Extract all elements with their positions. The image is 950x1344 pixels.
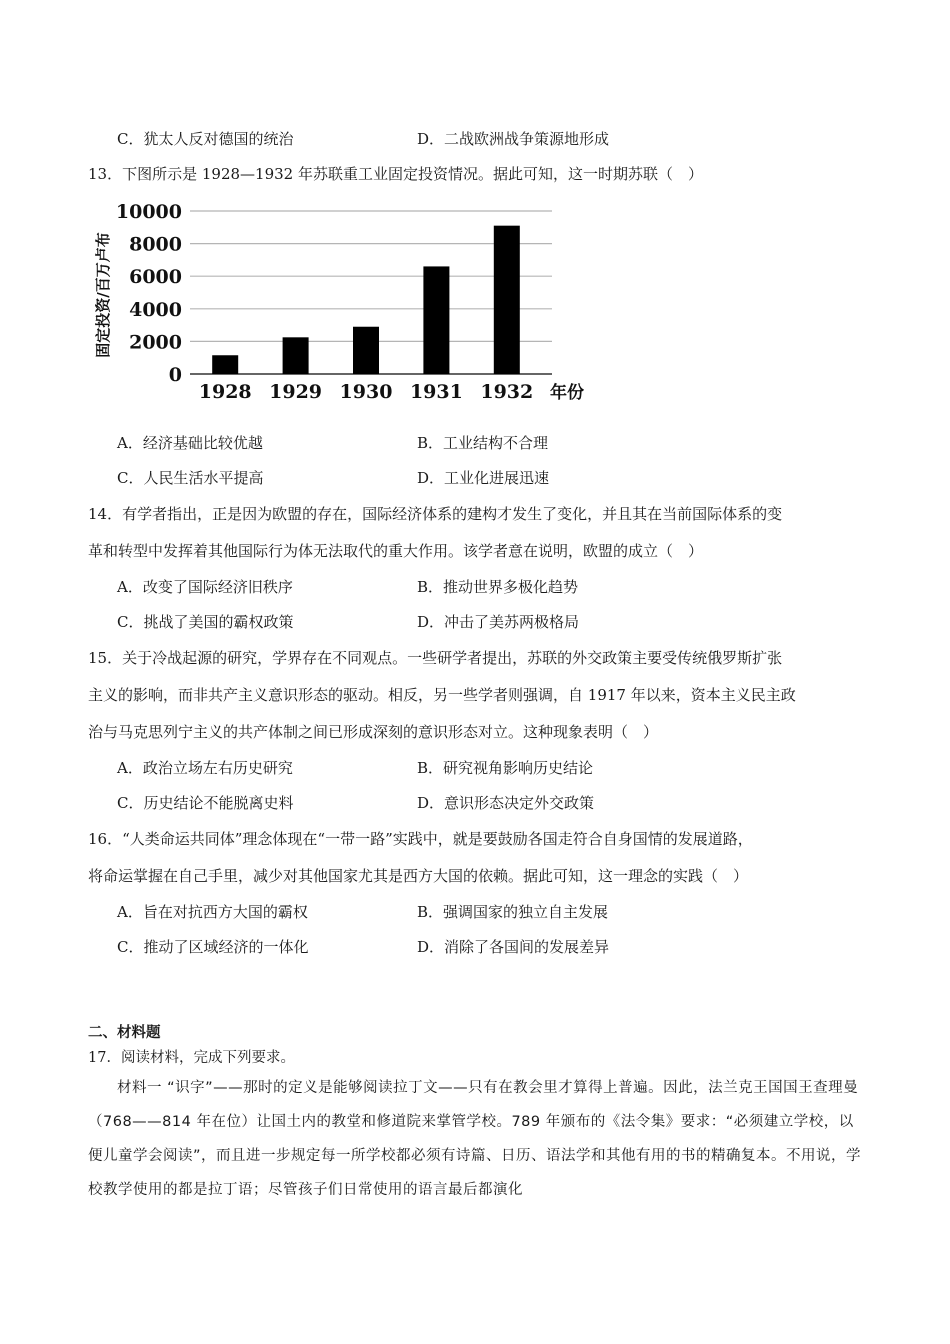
y-tick-label: 2000 — [129, 331, 182, 354]
bar-1931 — [423, 266, 449, 374]
q13-bar-chart — [90, 195, 610, 410]
q15-option-a[interactable]: A．政治立场左右历史研究 — [117, 759, 293, 777]
q16-stem-line1: 16．“人类命运共同体”理念体现在“一带一路”实践中，就是要鼓励各国走符合自身国情的发展道路， — [88, 830, 753, 848]
q12-option-d[interactable]: D．二战欧洲战争策源地形成 — [417, 130, 610, 148]
q16-stem-line2: 将命运掌握在自己手里，减少对其他国家尤其是西方大国的依赖。据此可知，这一理念的实践（ ） — [88, 867, 749, 885]
chart-y-ticks — [116, 201, 182, 386]
x-tick-label: 1930 — [339, 381, 393, 403]
q13-option-a[interactable]: A．经济基础比较优越 — [117, 434, 263, 452]
bar-1928 — [212, 355, 238, 374]
y-tick-label: 10000 — [115, 201, 182, 223]
q14-stem-line1: 14．有学者指出，正是因为欧盟的存在，国际经济体系的建构才发生了变化，并且其在当前国际体系的变 — [88, 505, 783, 523]
section-title: 二、材料题 — [88, 1024, 161, 1041]
q12-option-c[interactable]: C．犹太人反对德国的统治 — [117, 130, 294, 148]
y-tick-label: 6000 — [129, 266, 182, 289]
q15-option-b[interactable]: B．研究视角影响历史结论 — [417, 759, 594, 777]
q16-option-c[interactable]: C．推动了区域经济的一体化 — [117, 938, 309, 956]
chart-y-axis-label: 固定投资/百万卢布 — [94, 232, 112, 358]
q14-stem-line2: 革和转型中发挥着其他国际行为体无法取代的重大作用。该学者意在说明，欧盟的成立（ ） — [88, 542, 704, 560]
q14-option-a[interactable]: A．改变了国际经济旧秩序 — [117, 578, 293, 596]
chart-bars — [212, 226, 520, 374]
q14-option-c[interactable]: C．挑战了美国的霸权政策 — [117, 613, 294, 631]
q13-option-b[interactable]: B．工业结构不合理 — [417, 434, 549, 452]
q16-option-d[interactable]: D．消除了各国间的发展差异 — [417, 938, 610, 956]
y-tick-label: 8000 — [129, 233, 182, 256]
x-tick-label: 1932 — [480, 381, 534, 403]
x-tick-label: 1928 — [198, 381, 252, 403]
q16-option-b[interactable]: B．强调国家的独立自主发展 — [417, 903, 609, 921]
y-tick-label: 4000 — [129, 298, 182, 321]
q15-stem-line3: 治与马克思列宁主义的共产体制之间已形成深刻的意识形态对立。这种现象表明（ ） — [88, 723, 659, 741]
chart-x-ticks — [199, 381, 533, 403]
q15-stem-line1: 15．关于冷战起源的研究，学界存在不同观点。一些研学者提出，苏联的外交政策主要受传统俄罗斯扩张 — [88, 649, 783, 667]
q15-option-d[interactable]: D．意识形态决定外交政策 — [417, 794, 595, 812]
y-tick-label: 0 — [168, 364, 182, 386]
x-tick-label: 1929 — [269, 381, 323, 403]
material-one-paragraph: 材料一 “识字”——那时的定义是能够阅读拉丁文——只有在教会里才算得上普遍。因此，法兰克王国国王查理曼（768——814 年在位）让国土内的教堂和修道院来掌管学校。789 年颁布的《法令集》要求：“必须建立学校，以便儿童学会阅读”，而且进一步规定每一所学校都必须有诗篇、日历、语法学和其他有用的书的精确复本。不用说，学校教学使用的都是拉丁语；尽管孩子们日常使用的语言最后都演化 — [88, 1080, 862, 1198]
q15-stem-line2: 主义的影响，而非共产主义意识形态的驱动。相反，另一些学者则强调，自 1917 年以来，资本主义民主政 — [88, 686, 796, 704]
q13-stem: 13．下图所示是 1928—1932 年苏联重工业固定投资情况。据此可知，这一时期苏联（ ） — [88, 165, 703, 183]
bar-1932 — [494, 226, 520, 374]
q13-option-d[interactable]: D．工业化进展迅速 — [417, 469, 550, 487]
q16-option-a[interactable]: A．旨在对抗西方大国的霸权 — [117, 903, 308, 921]
q13-option-c[interactable]: C．人民生活水平提高 — [117, 469, 264, 487]
bar-1929 — [283, 337, 309, 374]
chart-x-axis-label: 年份 — [550, 383, 584, 403]
q14-option-d[interactable]: D．冲击了美苏两极格局 — [417, 613, 580, 631]
bar-1930 — [353, 327, 379, 374]
x-tick-label: 1931 — [409, 381, 463, 403]
q17-stem: 17．阅读材料，完成下列要求。 — [88, 1050, 295, 1066]
q15-option-c[interactable]: C．历史结论不能脱离史料 — [117, 794, 294, 812]
q14-option-b[interactable]: B．推动世界多极化趋势 — [417, 578, 579, 596]
